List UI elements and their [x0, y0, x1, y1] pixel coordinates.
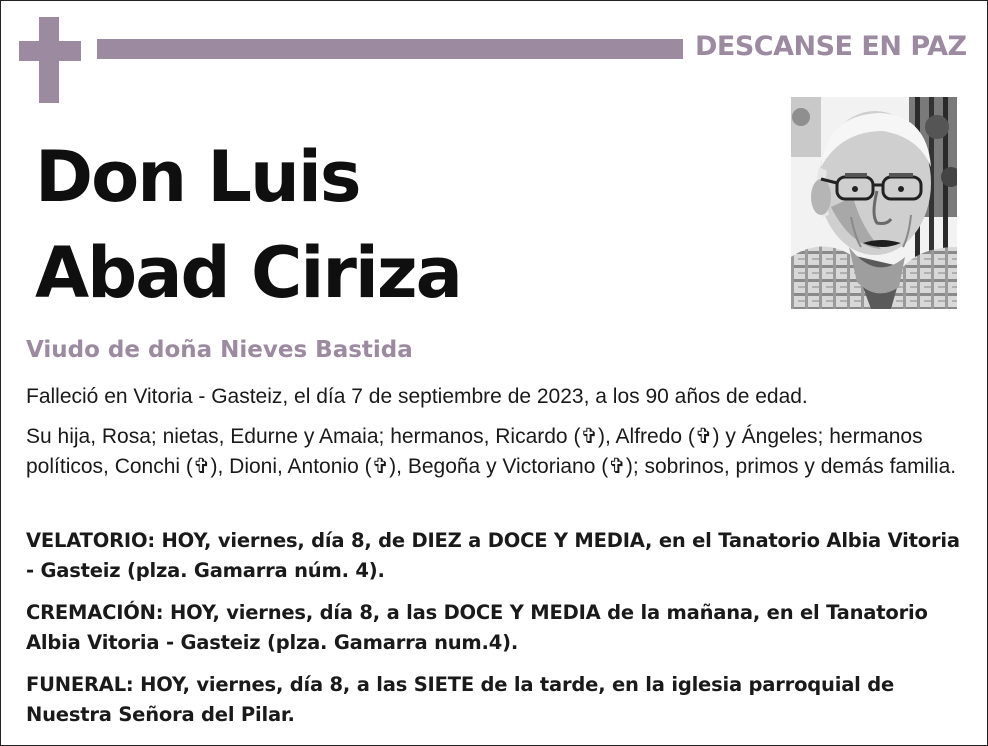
- deceased-name: [35, 129, 461, 321]
- cross-icon: [19, 17, 81, 103]
- portrait-photo: [791, 97, 957, 309]
- name-line-1: Don Luis: [35, 136, 360, 218]
- name-line-2: Abad Ciriza: [35, 232, 461, 314]
- header-label: DESCANSE EN PAZ: [695, 31, 967, 62]
- velatorio-paragraph: VELATORIO: HOY, viernes, día 8, de DIEZ a DOCE Y MEDIA, en el Tanatorio Albia Vitoria - Gasteiz (plza. Gamarra núm. 4).: [26, 529, 960, 582]
- death-notice-paragraph: Falleció en Vitoria - Gasteiz, el día 7 de septiembre de 2023, a los 90 años de edad.: [26, 385, 808, 408]
- header-band: [97, 39, 683, 59]
- cremacion-paragraph: CREMACIÓN: HOY, viernes, día 8, a las DOCE Y MEDIA de la mañana, en el Tanatorio Albia Vitoria - Gasteiz (plza. Gamarra num.4).: [26, 601, 928, 654]
- funeral-paragraph: FUNERAL: HOY, viernes, día 8, a las SIETE de la tarde, en la iglesia parroquial de Nuestra Señora del Pilar.: [26, 673, 895, 726]
- family-paragraph: Su hija, Rosa; nietas, Edurne y Amaia; hermanos, Ricardo (✞), Alfredo (✞) y Ángeles; hermanos políticos, Conchi (✞), Dioni, Antonio (✞), Begoña y Victoriano (✞); sobrinos, primos y demás familia.: [26, 425, 957, 478]
- widower-subtitle: Viudo de doña Nieves Bastida: [26, 337, 413, 363]
